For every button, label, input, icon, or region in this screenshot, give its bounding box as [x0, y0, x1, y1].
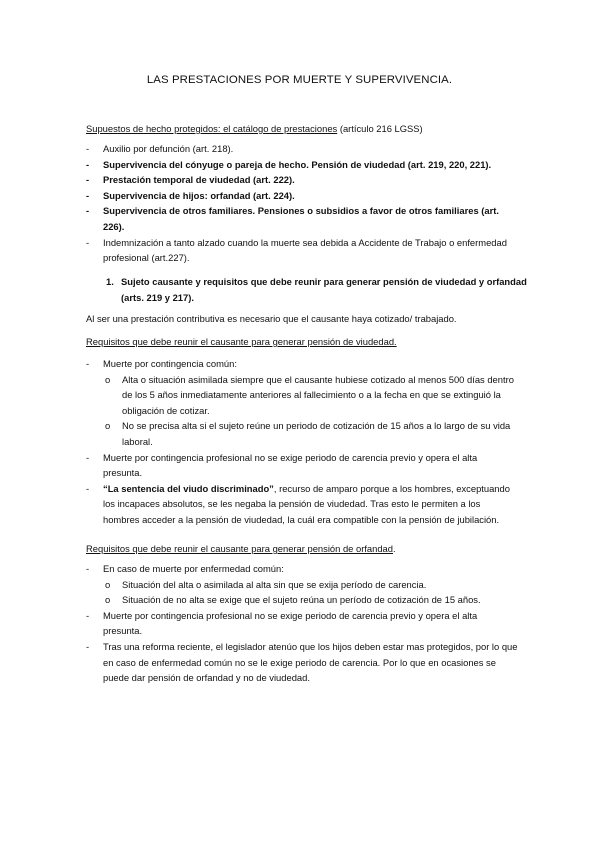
catalog-heading [86, 121, 518, 137]
viudedad-heading: Requisitos que debe reunir el causante para generar pensión de viudedad. [86, 336, 397, 347]
section-1-heading [106, 274, 531, 305]
list-item: - Tras una reforma reciente, el legislador atenúo que los hijos deben estar mas protegidos, por lo que en caso de enfermedad común no se le exige periodo de carencia. Por lo que en ocasiones se puede dar pensión de orfandad y no de viudedad. [86, 639, 518, 686]
common-illness-label: En caso de muerte por enfermedad común: [103, 563, 284, 574]
list-item [86, 481, 518, 528]
list-item [86, 356, 518, 450]
list-item: - Prestación temporal de viudedad (art. 222). [86, 172, 518, 188]
sentence-text: , recurso de amparo porque a los hombres, exceptuando los incapaces absolutos, se les negaba la pensión de viudedad. Tras esto le permiten a los hombres acceder a la pensión de viudedad, la cuál era compatible con la pensión de jubilación. [103, 482, 510, 525]
sub-list-item: o No se precisa alta si el sujeto reúne un periodo de cotización de 15 años a lo largo de su vida laboral. [103, 418, 518, 449]
list-item: - Supervivencia del cónyuge o pareja de hecho. Pensión de viudedad (art. 219, 220, 221). [86, 157, 518, 173]
sub-list-item: o Alta o situación asimilada siempre que el causante hubiese cotizado al menos 500 días dentro de los 5 años inmediatamente anteriores al fallecimiento o a la fecha en que se extinguió la obligación de cotizar. [103, 372, 518, 419]
orfandad-list [86, 561, 518, 686]
sentence-title: “La sentencia del viudo discriminado” [103, 482, 274, 494]
list-item: - Supervivencia de otros familiares. Pensiones o subsidios a favor de otros familiares (art. 226). [86, 203, 518, 234]
list-item: - Muerte por contingencia profesional no se exige periodo de carencia previo y opera el alta presunta. [86, 450, 518, 481]
common-contingency-label: Muerte por contingencia común: [103, 358, 237, 369]
page-title: LAS PRESTACIONES POR MUERTE Y SUPERVIVENCIA. [146, 74, 453, 86]
section-number: 1. [106, 276, 114, 287]
list-item: - Muerte por contingencia profesional no se exige periodo de carencia previo y opera el alta presunta. [86, 608, 518, 639]
sub-list-item: o Situación de no alta se exige que el sujeto reúna un período de cotización de 15 años. [103, 592, 518, 608]
sub-list-item: o Situación del alta o asimilada al alta sin que se exija período de carencia. [103, 577, 518, 593]
catalog-heading-suffix: (artículo 216 LGSS) [337, 123, 423, 134]
list-item [86, 561, 518, 608]
intro-paragraph: Al ser una prestación contributiva es necesario que el causante haya cotizado/ trabajado. [86, 313, 457, 324]
orfandad-heading [86, 541, 518, 557]
section-heading-text: Sujeto causante y requisitos que debe reunir para generar pensión de viudedad y orfandad (arts. 219 y 217). [121, 276, 527, 303]
viudedad-list [86, 356, 518, 528]
list-item: - Auxilio por defunción (art. 218). [86, 141, 518, 157]
orfandad-heading-suffix: . [393, 543, 396, 554]
catalog-heading-text: Supuestos de hecho protegidos: el catálogo de prestaciones [86, 123, 338, 134]
orfandad-heading-text: Requisitos que debe reunir el causante para generar pensión de orfandad [86, 543, 393, 554]
list-item: - Indemnización a tanto alzado cuando la muerte sea debida a Accidente de Trabajo o enfermedad profesional (art.227). [86, 235, 518, 266]
list-item: - Supervivencia de hijos: orfandad (art. 224). [86, 188, 518, 204]
catalog-list [86, 141, 518, 266]
